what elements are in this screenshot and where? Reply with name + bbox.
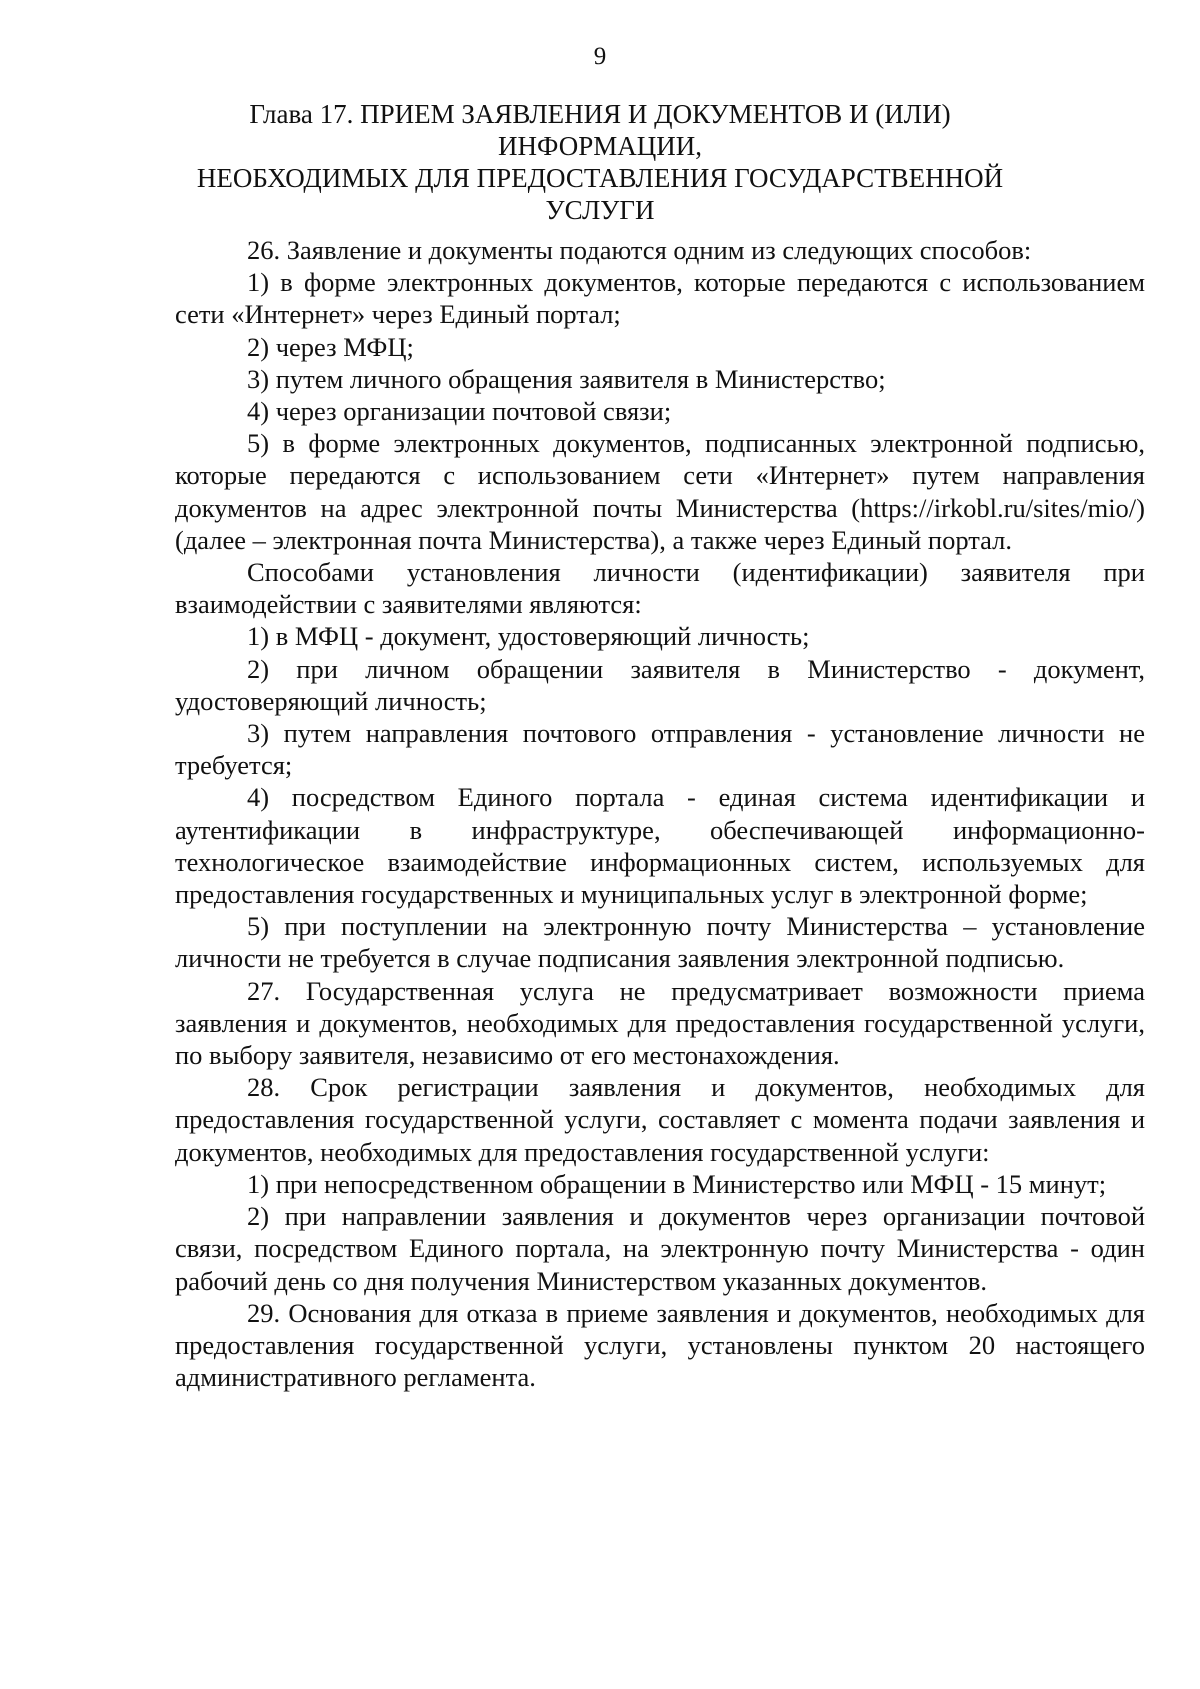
chapter-title-line-2: НЕОБХОДИМЫХ ДЛЯ ПРЕДОСТАВЛЕНИЯ ГОСУДАРСТВЕННОЙ [196,163,1004,193]
chapter-title-line-3: УСЛУГИ [545,195,655,225]
document-body [175,234,1145,1393]
list-item-identification-1: 1) в МФЦ - документ, удостоверяющий личность; [247,621,810,652]
list-item-method-1: 1) в форме электронных документов, которые передаются с использованием сети «Интернет» через Единый портал; [175,267,1145,330]
page-number: 9 [593,43,607,70]
paragraph-identification-intro: Способами установления личности (идентификации) заявителя при взаимодействии с заявителями являются: [175,557,1145,620]
list-item-method-2: 2) через МФЦ; [247,331,414,362]
paragraph-26-intro: 26. Заявление и документы подаются одним из следующих способов: [247,235,1032,265]
paragraph-28: 28. Срок регистрации заявления и документов, необходимых для предоставления государственной услуги, составляет с момента подачи заявления и документов, необходимых для предоставления государственной услуги: [175,1072,1145,1167]
list-item-registration-1: 1) при непосредственном обращении в Министерство или МФЦ - 15 минут; [247,1168,1107,1199]
list-item-method-3: 3) путем личного обращения заявителя в Министерство; [247,363,886,394]
list-item-method-5: 5) в форме электронных документов, подписанных электронной подписью, которые передаются с использованием сети «Интернет» путем направления документов на адрес электронной почты Министерства (https://irkobl.ru/sites/mio/) (далее – электронная почта Министерства), а также через Единый портал. [175,428,1145,555]
list-item-identification-2: 2) при личном обращении заявителя в Министерство - документ, удостоверяющий личность; [175,653,1145,716]
list-item-identification-4: 4) посредством Единого портала - единая система идентификации и аутентификации в инфраструктуре, обеспечивающей информационно-технологическое взаимодействие информационных систем, используемых для предоставления государственных и муниципальных услуг в электронной форме; [175,782,1145,910]
chapter-title [150,98,1050,226]
list-item-registration-2: 2) при направлении заявления и документов через организации почтовой связи, посредством Единого портала, на электронную почту Министерства - один рабочий день со дня получения Министерством указанных документов. [175,1201,1145,1296]
paragraph-27: 27. Государственная услуга не предусматривает возможности приема заявления и документов, необходимых для предоставления государственной услуги, по выбору заявителя, независимо от его местонахождения. [175,975,1145,1071]
list-item-method-4: 4) через организации почтовой связи; [247,396,672,427]
list-item-identification-5: 5) при поступлении на электронную почту Министерства – установление личности не требуется в случае подписания заявления электронной подписью. [175,911,1145,974]
paragraph-29: 29. Основания для отказа в приеме заявления и документов, необходимых для предоставления государственной услуги, установлены пунктом 20 настоящего административного регламента. [175,1297,1145,1393]
chapter-title-line-1: Глава 17. ПРИЕМ ЗАЯВЛЕНИЯ И ДОКУМЕНТОВ И (ИЛИ) ИНФОРМАЦИИ, [249,99,951,161]
list-item-identification-3: 3) путем направления почтового отправления - установление личности не требуется; [175,718,1145,781]
